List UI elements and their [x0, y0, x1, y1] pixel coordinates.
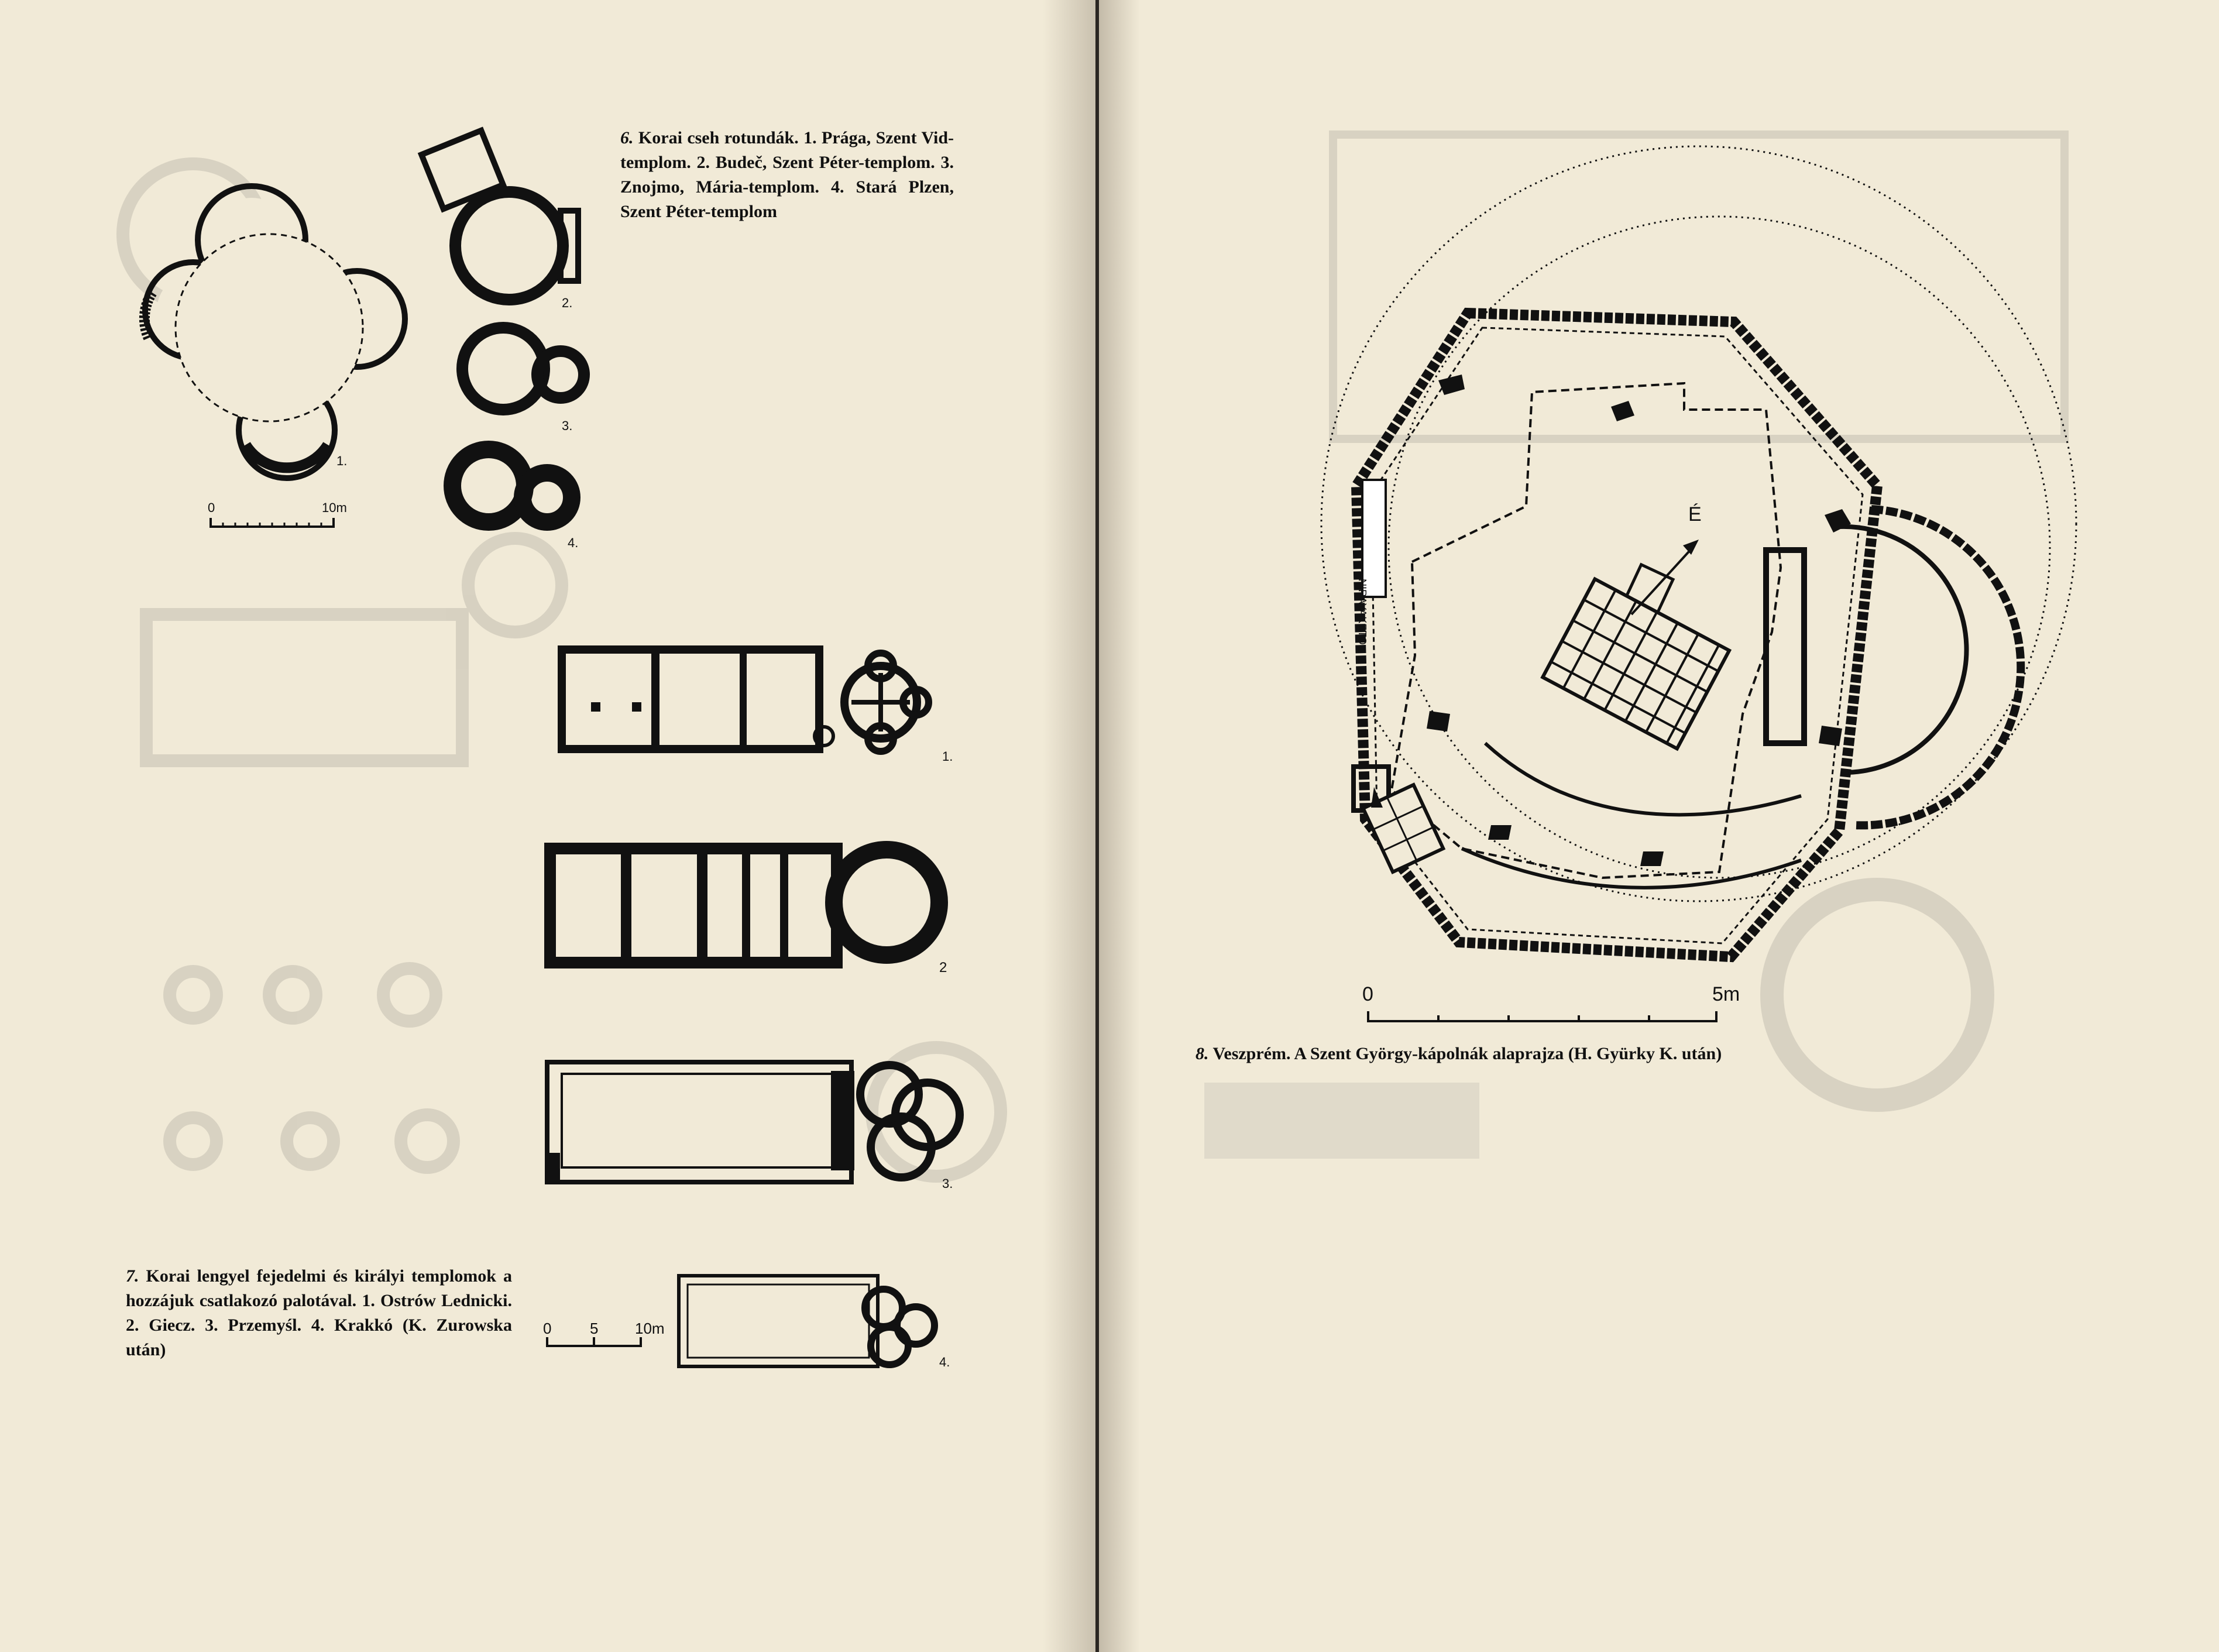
right-page: [1099, 0, 2219, 1652]
fig8-grid-block: [1543, 579, 1729, 749]
fig6-label-2: 2.: [562, 296, 573, 310]
fig6-plan-3-rotunda-apse: [462, 328, 584, 410]
fig7-plan-4-palace-church: [679, 1276, 935, 1366]
right-page-drawings: [1099, 0, 2219, 1652]
left-page: [0, 0, 1095, 1652]
fig8-scale-end: 5m: [1712, 983, 1740, 1005]
fig7-plan-2-palace-church: [550, 849, 939, 963]
fig7-label-3: 3.: [942, 1176, 953, 1191]
fig8-vertical-label: NIRAYAKETO: [1356, 578, 1369, 645]
fig7-plan-1-palace-church: [562, 650, 929, 751]
fig6-caption-text: Korai cseh rotundák. 1. Prága, Szent Vid-templom. 2. Budeč, Szent Péter-templom. 3. Znojmo, Mária-templom. 4. Stará Plzen, Szent Péter-templom: [620, 128, 954, 221]
north-arrow-icon: [1631, 540, 1699, 614]
fig6-scale-start: 0: [208, 500, 215, 515]
fig7-label-4: 4.: [939, 1355, 950, 1369]
fig6-label-3: 3.: [562, 418, 573, 433]
fig7-label-1: 1.: [942, 749, 953, 764]
fig7-scale-start: 0: [543, 1320, 552, 1337]
fig7-caption-number: 7.: [126, 1266, 139, 1286]
fig7-scale-end: 10m: [635, 1320, 665, 1337]
fig7-scale-mid: 5: [590, 1320, 599, 1337]
fig8-scale-start: 0: [1362, 983, 1373, 1005]
fig6-plan-4-rotunda-apse: [452, 449, 572, 522]
left-page-drawings: [0, 0, 1095, 1652]
fig6-plan-1-quatrefoil: [145, 186, 405, 478]
fig8-octagon-plan: [1354, 313, 2021, 957]
fig8-scale-bar: [1368, 1011, 1716, 1022]
fig8-caption-number: 8.: [1196, 1044, 1209, 1063]
fig6-caption-number: 6.: [620, 128, 634, 147]
fig7-caption: [126, 1264, 512, 1362]
fig6-label-4: 4.: [568, 535, 579, 550]
fig7-caption-text: Korai lengyel fejedelmi és királyi templomok a hozzájuk csatlakozó palotával. 1. Ostrów Lednicki. 2. Giecz. 3. Przemyśl. 4. Krakkó (K. Zurowska után): [126, 1266, 513, 1359]
fig6-scale-bar: [211, 518, 334, 528]
fig6-caption: [620, 126, 954, 224]
fig8-caption-text: Veszprém. A Szent György-kápolnák alaprajza (H. Gyürky K. után): [1212, 1044, 1722, 1063]
fig6-label-1: 1.: [336, 454, 348, 468]
fig7-scale-bar: [547, 1337, 641, 1347]
fig6-plan-2-rotunda-annex: [421, 130, 578, 300]
fig8-caption: [1196, 1042, 1898, 1066]
fig8-north-label: É: [1688, 503, 1702, 526]
fig6-scale-end: 10m: [322, 500, 347, 515]
fig7-label-2: 2: [939, 960, 947, 976]
